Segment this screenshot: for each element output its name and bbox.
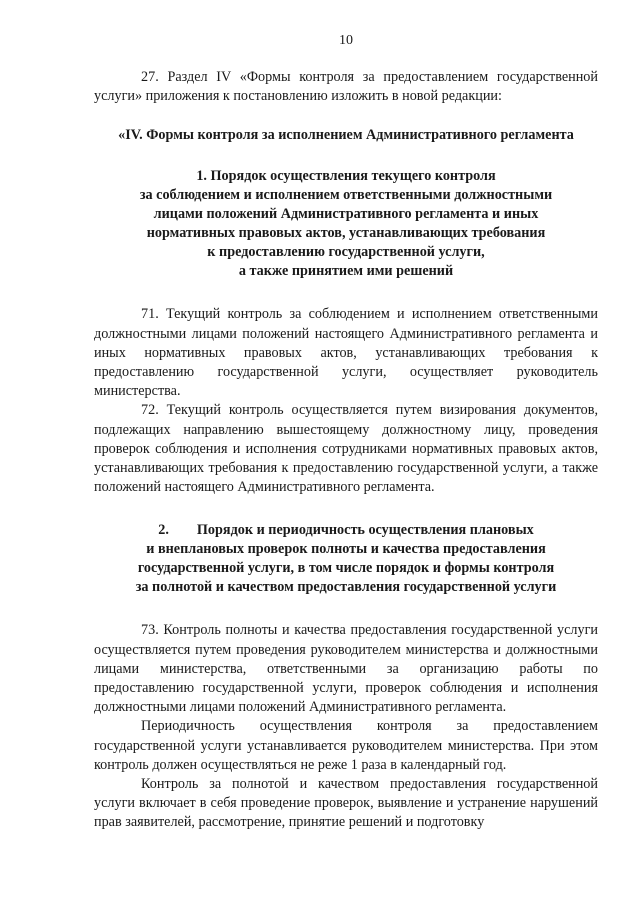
section1-heading-line: а также принятием ими решений [238,263,454,280]
paragraph-periodicity: Периодичность осуществления контроля за предоставлением государственной услуги устанавливается руководителем министерства. При этом контроль должен осуществляться не реже 1 раза в календарный год. [94,718,598,773]
paragraph-control-scope: Контроль за полнотой и качеством предоставления государственной услуги включает в себя проведение проверок, выявление и устранение нарушений прав заявителей, рассмотрение, принятие решений и подготовку [94,776,598,831]
main-heading: «IV. Формы контроля за исполнением Административного регламента [118,127,574,144]
section1-heading [94,167,598,281]
page-number: 10 [339,33,353,48]
intro-paragraph: 27. Раздел IV «Формы контроля за предоставлением государственной услуги» приложения к постановлению изложить в новой редакции: [94,69,598,105]
section2-heading-line-first [94,521,598,540]
section2-heading-line: за полнотой и качеством предоставления государственной услуги [135,579,557,596]
section1-heading-line: лицами положений Административного регламента и иных [153,206,539,223]
section2-heading-line: государственной услуги, в том числе порядок и формы контроля [137,560,555,577]
section2-heading [94,521,598,597]
section1-heading-line: нормативных правовых актов, устанавливающих требования [146,225,546,242]
paragraph-71: 71. Текущий контроль за соблюдением и исполнением ответственными должностными лицами положений настоящего Административного регламента и иных нормативных правовых актов, устанавливающих требования к предоставлению государственной услуги, осуществляет руководитель министерства. [94,306,598,400]
section1-heading-line: к предоставлению государственной услуги, [207,244,485,261]
paragraph-73: 73. Контроль полноты и качества предоставления государственной услуги осуществляется путем проведения руководителем министерства и должностными лицами министерства, ответственными за организацию работы по предоставлению государственной услуги, проверок соблюдения и исполнения должностными лицами положений Административного регламента. [94,622,598,716]
paragraph-72: 72. Текущий контроль осуществляется путем визирования документов, подлежащих направлению вышестоящему должностному лицу, проведения проверок соблюдения и исполнения сотрудниками нормативных правовых актов, устанавливающих требования к предоставлению государственной услуги, а также положений настоящего Административного регламента. [94,402,598,496]
section1-heading-line: 1. Порядок осуществления текущего контроля [196,168,496,185]
section1-heading-line: за соблюдением и исполнением ответственными должностными [139,187,553,204]
section2-heading-line: и внеплановых проверок полноты и качества предоставления [146,541,546,558]
section2-number: 2. [158,522,169,539]
section2-heading-line: Порядок и периодичность осуществления плановых [196,522,534,539]
